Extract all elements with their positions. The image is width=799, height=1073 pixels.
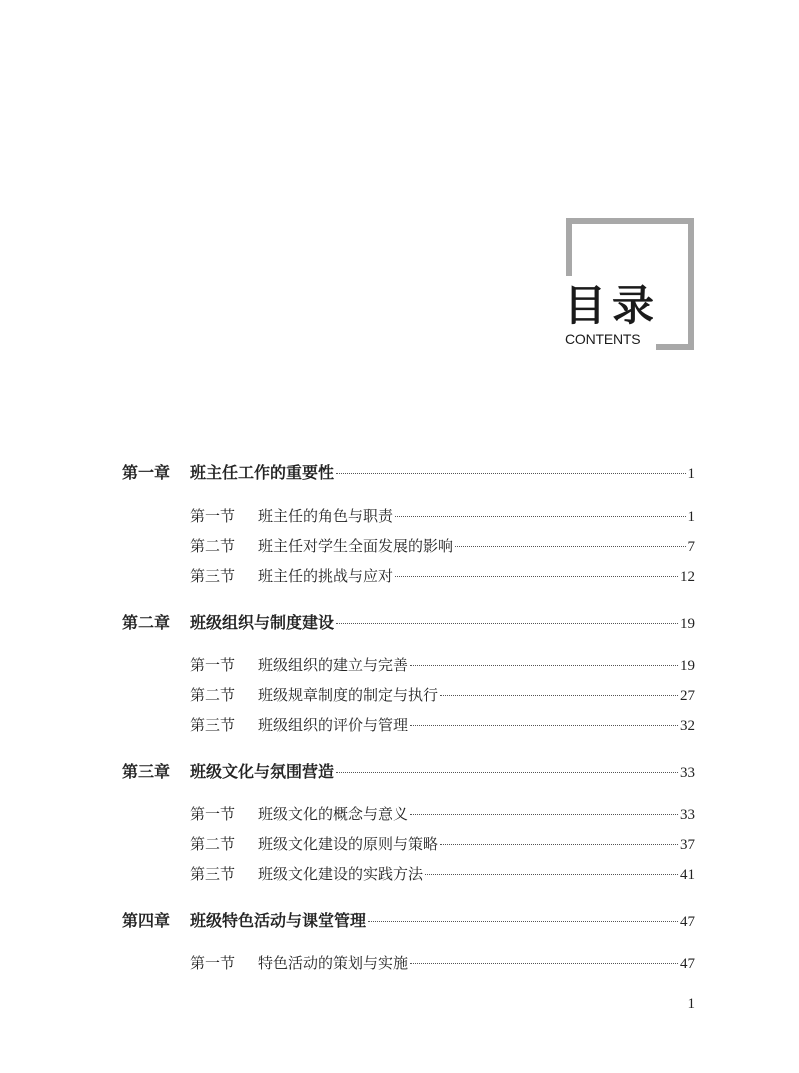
toc-section-entry[interactable] bbox=[190, 535, 695, 556]
toc-dot-leader bbox=[336, 623, 678, 624]
toc-section-entry[interactable] bbox=[190, 714, 695, 735]
toc-dot-leader bbox=[368, 921, 678, 922]
toc-dot-leader bbox=[455, 546, 685, 547]
toc-dot-leader bbox=[410, 963, 678, 964]
bracket-decoration bbox=[566, 218, 688, 224]
toc-entry-label: 第二节 bbox=[190, 537, 236, 555]
toc-dot-leader bbox=[410, 665, 678, 666]
toc-entry-title: 班级组织与制度建设 bbox=[190, 613, 335, 632]
toc-entry-title: 班级组织的评价与管理 bbox=[258, 716, 409, 734]
toc-chapter-entry[interactable] bbox=[122, 610, 695, 633]
bracket-decoration bbox=[688, 218, 694, 350]
toc-entry-title: 班主任的角色与职责 bbox=[258, 507, 394, 525]
page-number: 1 bbox=[687, 996, 695, 1012]
toc-entry-label: 第三节 bbox=[190, 567, 236, 585]
toc-entry-label: 第四章 bbox=[122, 911, 171, 930]
page-subtitle: CONTENTS bbox=[565, 331, 641, 347]
toc-entry-title: 班级组织的建立与完善 bbox=[258, 656, 409, 674]
toc-entry-page: 27 bbox=[680, 688, 695, 704]
toc-entry-label: 第一节 bbox=[190, 656, 236, 674]
toc-entry-label: 第三章 bbox=[122, 762, 171, 781]
toc-entry-title: 班级文化建设的实践方法 bbox=[258, 865, 424, 883]
toc-entry-page: 33 bbox=[680, 765, 695, 781]
toc-entry-label: 第三节 bbox=[190, 716, 236, 734]
toc-entry-page: 33 bbox=[680, 807, 695, 823]
toc-entry-page: 47 bbox=[680, 914, 695, 930]
bracket-decoration bbox=[566, 218, 572, 276]
toc-section-entry[interactable] bbox=[190, 505, 695, 526]
toc-section-entry[interactable] bbox=[190, 654, 695, 675]
toc-entry-label: 第二章 bbox=[122, 613, 171, 632]
toc-entry-page: 1 bbox=[687, 466, 695, 482]
toc-dot-leader bbox=[336, 772, 678, 773]
page-title: 目录 bbox=[564, 281, 661, 330]
toc-dot-leader bbox=[440, 695, 678, 696]
toc-dot-leader bbox=[425, 874, 678, 875]
toc-entry-label: 第一节 bbox=[190, 954, 236, 972]
toc-entry-label: 第二节 bbox=[190, 686, 236, 704]
toc-entry-label: 第一节 bbox=[190, 507, 236, 525]
toc-dot-leader bbox=[336, 473, 685, 474]
toc-section-entry[interactable] bbox=[190, 833, 695, 854]
toc-entry-page: 32 bbox=[680, 718, 695, 734]
toc-section-entry[interactable] bbox=[190, 684, 695, 705]
contents-heading-block bbox=[560, 218, 700, 352]
toc-dot-leader bbox=[395, 516, 685, 517]
toc-chapter-entry[interactable] bbox=[122, 460, 695, 483]
toc-dot-leader bbox=[440, 844, 678, 845]
toc-entry-label: 第三节 bbox=[190, 865, 236, 883]
toc-chapter-entry[interactable] bbox=[122, 759, 695, 782]
toc-entry-label: 第一节 bbox=[190, 805, 236, 823]
toc-dot-leader bbox=[410, 725, 678, 726]
toc-entry-label: 第一章 bbox=[122, 463, 171, 482]
toc-entry-title: 班级特色活动与课堂管理 bbox=[190, 911, 367, 930]
toc-entry-page: 12 bbox=[680, 569, 695, 585]
toc-dot-leader bbox=[395, 576, 678, 577]
toc-entry-page: 7 bbox=[687, 539, 695, 555]
toc-entry-title: 班主任工作的重要性 bbox=[190, 463, 335, 482]
toc-section-entry[interactable] bbox=[190, 863, 695, 884]
toc-entry-page: 47 bbox=[680, 956, 695, 972]
bracket-decoration bbox=[656, 344, 694, 350]
toc-entry-label: 第二节 bbox=[190, 835, 236, 853]
toc-section-entry[interactable] bbox=[190, 803, 695, 824]
toc-chapter-entry[interactable] bbox=[122, 908, 695, 931]
toc-entry-page: 37 bbox=[680, 837, 695, 853]
toc-section-entry[interactable] bbox=[190, 952, 695, 973]
toc-entry-title: 特色活动的策划与实施 bbox=[258, 954, 409, 972]
toc-entry-page: 1 bbox=[687, 509, 695, 525]
toc-entry-page: 19 bbox=[680, 616, 695, 632]
toc-section-entry[interactable] bbox=[190, 565, 695, 586]
toc-entry-title: 班级文化与氛围营造 bbox=[190, 762, 335, 781]
toc-entry-title: 班级规章制度的制定与执行 bbox=[258, 686, 439, 704]
toc-entry-title: 班主任对学生全面发展的影响 bbox=[258, 537, 454, 555]
toc-entry-page: 41 bbox=[680, 867, 695, 883]
toc-entry-title: 班级文化的概念与意义 bbox=[258, 805, 409, 823]
toc-entry-title: 班级文化建设的原则与策略 bbox=[258, 835, 439, 853]
toc-entry-page: 19 bbox=[680, 658, 695, 674]
toc-entry-title: 班主任的挑战与应对 bbox=[258, 567, 394, 585]
toc-dot-leader bbox=[410, 814, 678, 815]
